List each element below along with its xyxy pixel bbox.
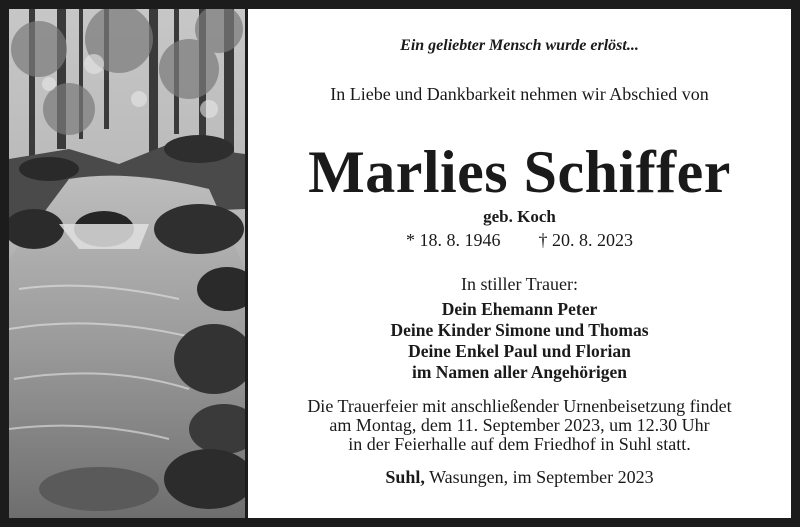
notice-text — [248, 9, 791, 518]
mourners-list — [248, 299, 791, 383]
place-date-line — [248, 467, 791, 488]
deceased-name: Marlies Schiffer — [308, 139, 731, 205]
mourner-line: Dein Ehemann Peter — [441, 299, 598, 319]
farewell-line: In Liebe und Dankbarkeit nehmen wir Abschied von — [330, 84, 709, 104]
place-rest: Wasungen, im September 2023 — [424, 467, 654, 487]
mourner-line: Deine Enkel Paul und Florian — [408, 341, 631, 361]
mourner-line: Deine Kinder Simone und Thomas — [390, 320, 649, 340]
death-date: † 20. 8. 2023 — [538, 230, 633, 250]
intro-line: Ein geliebter Mensch wurde erlöst... — [400, 37, 639, 54]
place-bold: Suhl, — [385, 467, 425, 487]
forest-stream-photo — [9, 9, 245, 518]
mourner-line: im Namen aller Angehörigen — [411, 362, 627, 382]
birth-date: * 18. 8. 1946 — [406, 230, 501, 250]
service-line: am Montag, dem 11. September 2023, um 12.30 Uhr — [329, 415, 710, 435]
birth-name: geb. Koch — [483, 207, 556, 226]
service-info — [248, 397, 791, 454]
service-line: in der Feierhalle auf dem Friedhof in Suhl statt. — [348, 434, 691, 454]
life-dates — [248, 230, 791, 251]
mourning-label: In stiller Trauer: — [461, 274, 578, 294]
service-line: Die Trauerfeier mit anschließender Urnenbeisetzung findet — [307, 396, 732, 416]
